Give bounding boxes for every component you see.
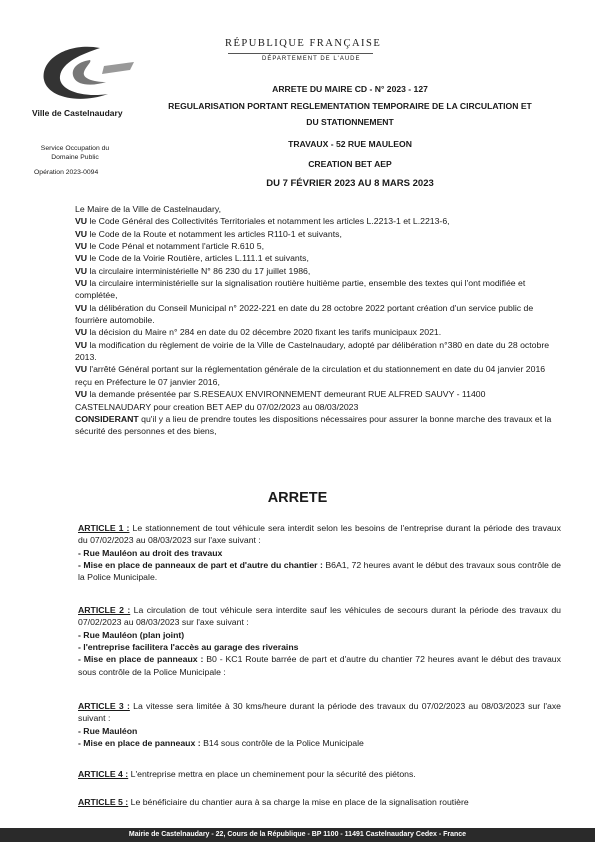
footer-address: Mairie de Castelnaudary - 22, Cours de la République - BP 1100 - 11491 Castelnaudary Cedex - France	[0, 828, 595, 842]
vu-item: VU la décision du Maire n° 284 en date du 02 décembre 2020 fixant les tarifs municipaux 2021.	[75, 327, 442, 338]
maire-line: Le Maire de la Ville de Castelnaudary,	[75, 204, 222, 214]
article-2: ARTICLE 2 : La circulation de tout véhicule sera interdite sauf les véhicules de secours durant la période des travaux du 07/02/2023 au 08/03/2023 sur l'axe suivant : - Rue Mauléon (plan joint) - l'entreprise facilitera l'accès au garage des riverains - Mise en place de panneaux : B0 - KC1 Route barrée de part et d'autre du chantier 72 heures avant le début des travaux sous contrôle de la Police Municipale :	[78, 605, 561, 677]
article-5: ARTICLE 5 : Le bénéficiaire du chantier aura à sa charge la mise en place de la signalisation routière	[78, 797, 469, 807]
vu-item: VU la délibération du Conseil Municipal n° 2022-221 en date du 28 octobre 2022 portant création d'un service public de fourrière automobile.	[75, 302, 534, 326]
operation-number: Opération 2023-0094	[34, 169, 99, 176]
title-line-2: DU STATIONNEMENT	[306, 117, 394, 127]
arrete-heading: ARRETE	[267, 490, 328, 506]
date-range: DU 7 FÉVRIER 2023 AU 8 MARS 2023	[266, 178, 434, 189]
vu-item: VU le Code Pénal et notamment l'article R.610 5,	[75, 241, 265, 252]
article-1: ARTICLE 1 : Le stationnement de tout véhicule sera interdit selon les besoins de l'entreprise durant la période des travaux du 07/02/2023 au 08/03/2023 sur l'axe suivant : - Rue Mauléon au droit des travaux - Mise en place de panneaux de part et d'autre du chantier : B6A1, 72 heures avant le début des travaux sous contrôle de la Police Municipale.	[78, 523, 561, 583]
work-type: CREATION BET AEP	[308, 159, 392, 169]
vu-item: VU le Code Général des Collectivités Territoriales et notamment les articles L.2213-1 et L.2213-6,	[75, 216, 450, 227]
departement: DÉPARTEMENT DE L'AUDE	[262, 56, 361, 62]
city-logo	[30, 40, 140, 110]
vu-item: VU l'arrêté Général portant sur la réglementation générale de la circulation et du stationnement en date du 04 janvier 2016 reçu en Préfecture le 07 janvier 2016,	[75, 364, 546, 387]
preamble	[75, 203, 563, 438]
service-label: Service Occupation du Domaine Public	[40, 145, 110, 162]
article-3: ARTICLE 3 : La vitesse sera limitée à 30 kms/heure durant la période des travaux du 07/02/2023 au 08/03/2023 sur l'axe suivant : - Rue Mauléon - Mise en place de panneaux : B14 sous contrôle de la Police Municipale	[78, 701, 561, 749]
republique-francaise: RÉPUBLIQUE FRANÇAISE	[225, 38, 382, 49]
arrete-number: ARRETE DU MAIRE CD - N° 2023 - 127	[272, 84, 428, 94]
vu-item: VU la circulaire interministérielle N° 86 230 du 17 juillet 1986,	[75, 265, 311, 276]
travaux-address: TRAVAUX - 52 RUE MAULEON	[288, 139, 412, 149]
vu-item: VU la modification du règlement de voirie de la Ville de Castelnaudary, adopté par délibération n°380 en date du 28 octobre 2013.	[75, 339, 550, 363]
vu-item: VU la circulaire interministérielle sur la signalisation routière huitième partie, ensemble des textes qui l'ont modifiée et complétée,	[75, 278, 526, 301]
city-name: Ville de Castelnaudary	[32, 108, 123, 118]
header-rule	[228, 53, 373, 54]
vu-item: VU le Code de la Voirie Routière, articles L.111.1 et suivants,	[75, 253, 309, 264]
article-4: ARTICLE 4 : L'entreprise mettra en place un cheminement pour la sécurité des piétons.	[78, 769, 416, 779]
considerant-item: CONSIDERANT qu'il y a lieu de prendre toutes les dispositions nécessaires pour assurer la bonne marche des travaux et la sécurité des personnes et des biens,	[75, 413, 552, 437]
vu-item: VU la demande présentée par S.RESEAUX ENVIRONNEMENT demeurant RUE ALFRED SAUVY - 11400 CASTELNAUDARY pour creation BET AEP du 07/02/2023 au 08/03/2023	[75, 389, 486, 412]
title-line-1: REGULARISATION PORTANT REGLEMENTATION TEMPORAIRE DE LA CIRCULATION ET	[168, 101, 532, 111]
vu-item: VU le Code de la Route et notamment les articles R110-1 et suivants,	[75, 228, 342, 239]
